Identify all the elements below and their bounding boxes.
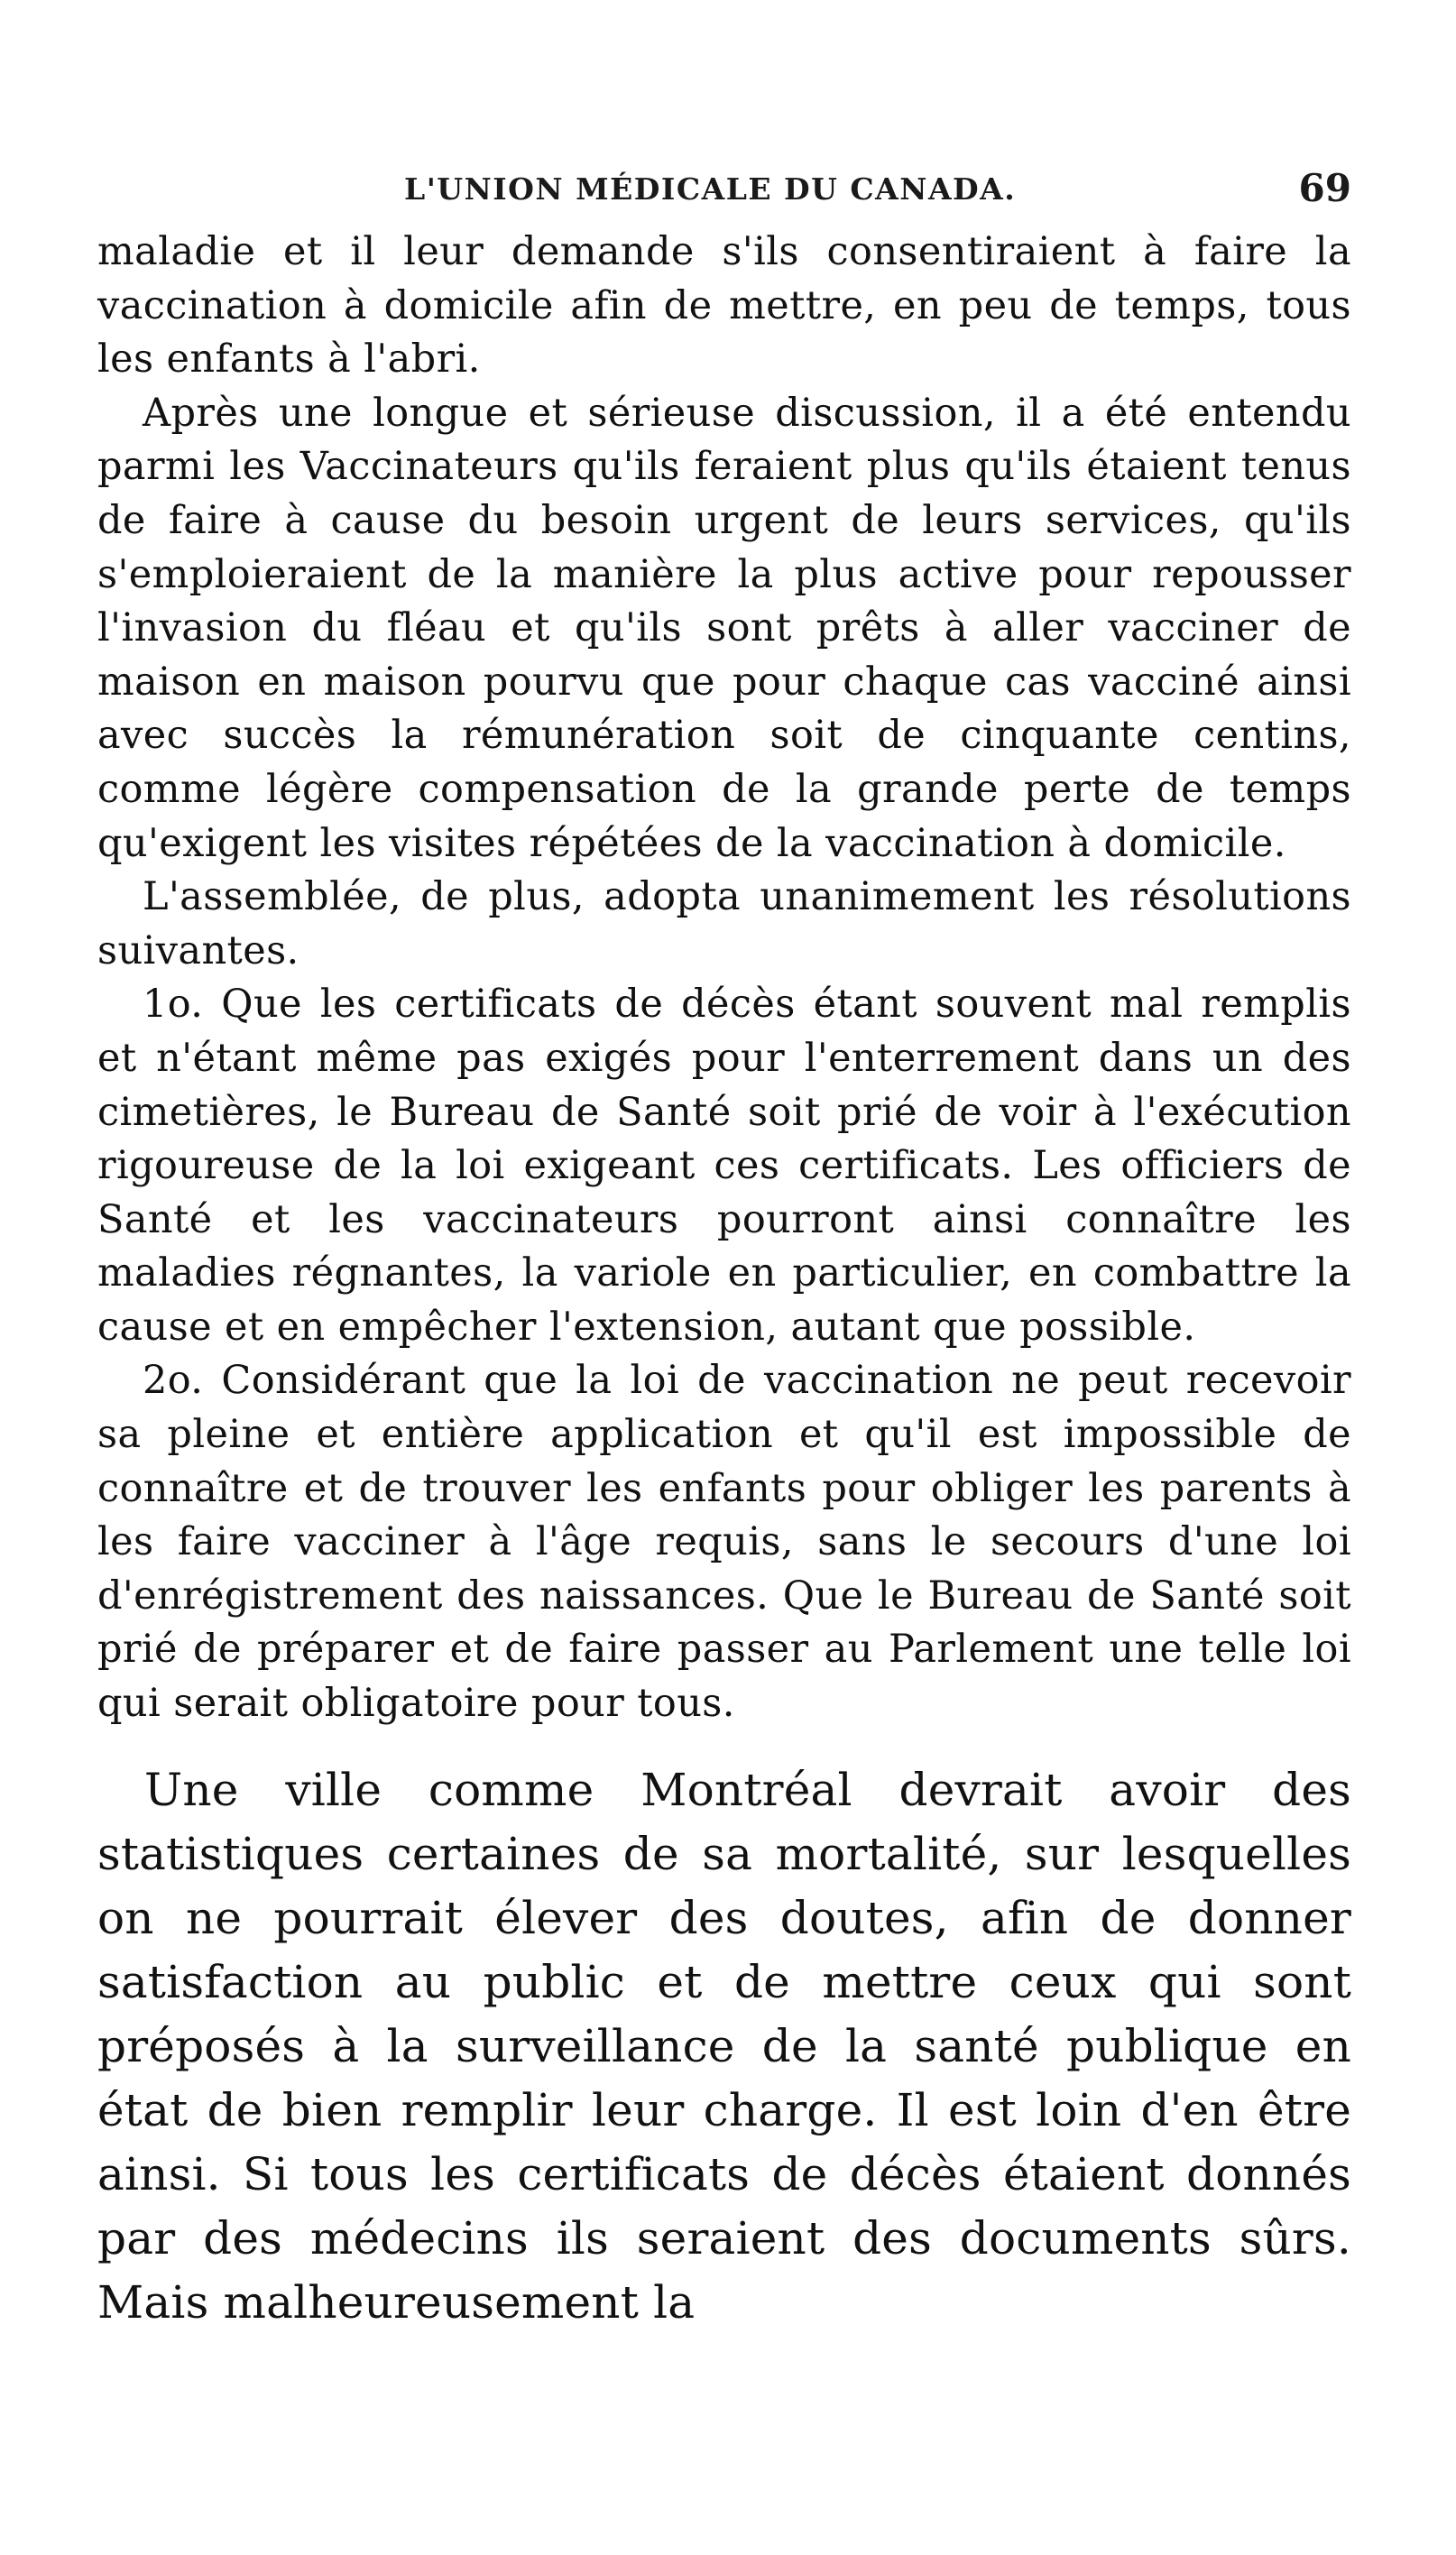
editorial-text [97,1758,1351,2335]
paragraph-assembly: L'assemblée, de plus, adopta unanimement les résolutions suivantes. [97,874,1351,973]
paragraph-discussion: Après une longue et sérieuse discussion, il a été entendu parmi les Vaccinateurs qu'ils feraient plus qu'ils étaient tenus de faire à cause du besoin urgent de leurs services, qu'ils s'emploieraient de la manière la plus active pour repousser l'invasion du fléau et qu'ils sont prêts à aller vacciner de maison en maison pourvu que pour chaque cas vacciné ainsi avec succès la rémunération soit de cinquante centins, comme légère compensation de la grande perte de temps qu'exigent les visites répétées de la vaccination à domicile. [97,390,1351,866]
running-title: L'UNION MÉDICALE DU CANADA. [404,171,1017,207]
resolution-text [97,226,1351,1731]
paragraph-continuation: maladie et il leur demande s'ils consentiraient à faire la vaccination à domicile afin de mettre, en peu de temps, tous les enfants à l'abri. [97,229,1351,383]
page-number: 69 [1298,166,1351,210]
page-header [97,135,1351,210]
paragraph-commentary: Une ville comme Montréal devrait avoir des statistiques certaines de sa mortalité, sur lesquelles on ne pourrait élever des doutes, afin de donner satisfaction au public et de mettre ceux qui sont préposés à la surveillance de la santé publique en état de bien remplir leur charge. Il est loin d'en être ainsi. Si tous les certificats de décès étaient donnés par des médecins ils seraient des documents sûrs. Mais malheureusement la [97,1763,1351,2329]
paragraph-resolution-1: 1o. Que les certificats de décès étant souvent mal remplis et n'étant même pas exigés pour l'enterrement dans un des cimetières, le Bureau de Santé soit prié de voir à l'exécution rigoureuse de la loi exigeant ces certificats. Les officiers de Santé et les vaccinateurs pourront ainsi connaître les maladies régnantes, la variole en particulier, en combattre la cause et en empêcher l'extension, autant que possible. [97,982,1351,1350]
document-page [97,135,1351,2335]
paragraph-resolution-2: 2o. Considérant que la loi de vaccination ne peut recevoir sa pleine et entière application et qu'il est impossible de connaître et de trouver les enfants pour obliger les parents à les faire vacciner à l'âge requis, sans le secours d'une loi d'enrégistrement des naissances. Que le Bureau de Santé soit prié de préparer et de faire passer au Parlement une telle loi qui serait obligatoire pour tous. [97,1358,1351,1727]
